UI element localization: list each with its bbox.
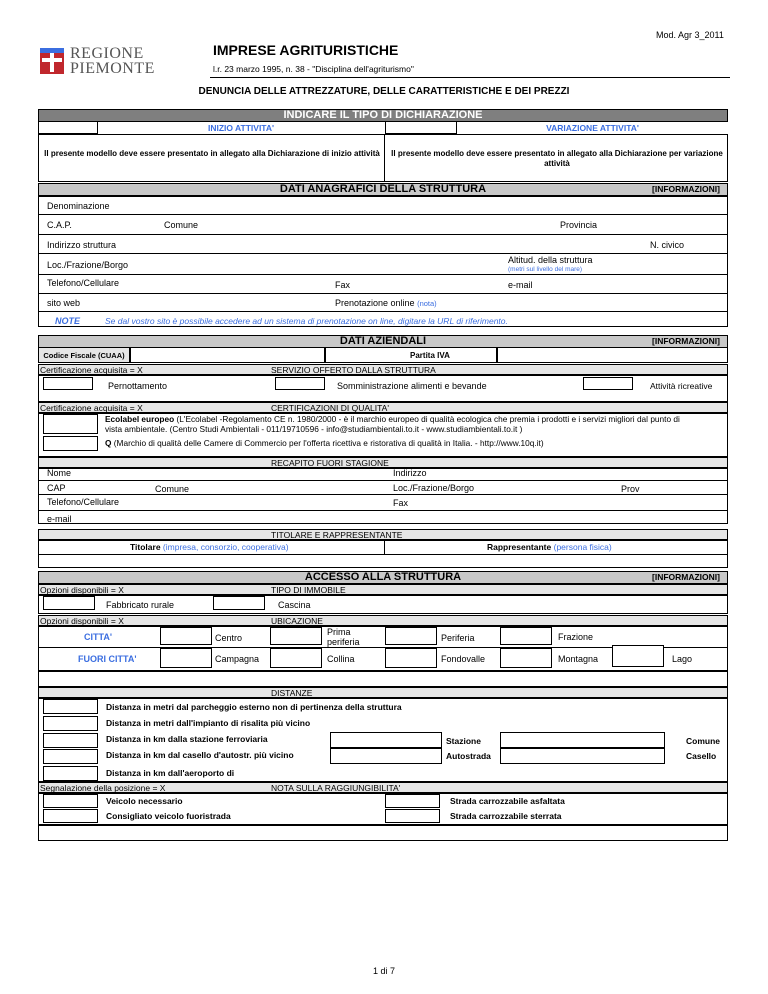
nota-link[interactable]: (nota) — [417, 299, 437, 308]
label-titolare — [130, 542, 289, 552]
titolare-text: Titolare — [130, 542, 161, 552]
label-pernottamento: Pernottamento — [108, 381, 168, 391]
checkbox-ricreative[interactable] — [583, 377, 633, 390]
label-cap: C.A.P. — [47, 220, 72, 230]
checkbox-lago[interactable] — [612, 645, 664, 667]
input-d5[interactable] — [43, 766, 98, 781]
checkbox-collina[interactable] — [270, 648, 322, 668]
input-cf[interactable] — [130, 347, 325, 363]
label-piva: Partita IVA — [410, 351, 450, 360]
input-stazione[interactable] — [500, 732, 665, 748]
rappresentante-note: (persona fisica) — [553, 542, 612, 552]
ecolabel-text — [105, 414, 730, 434]
label-r-loc: Loc./Frazione/Borgo — [393, 483, 475, 493]
label-fondovalle: Fondovalle — [441, 654, 486, 664]
label-lago: Lago — [672, 654, 693, 664]
label-r-telefono: Telefono/Cellulare — [47, 497, 120, 507]
label-frazione: Frazione — [558, 632, 594, 642]
label-r-cap: CAP — [47, 483, 66, 493]
input-d4-km[interactable] — [330, 748, 442, 764]
label-r-comune: Comune — [155, 484, 190, 494]
checkbox-ecolabel[interactable] — [43, 414, 98, 434]
label-collina: Collina — [327, 654, 355, 664]
page-title: IMPRESE AGRITURISTICHE — [213, 42, 399, 58]
tipo-immobile-row — [38, 584, 728, 595]
label-fax: Fax — [335, 280, 351, 290]
label-variazione: VARIAZIONE ATTIVITA' — [546, 123, 639, 133]
input-autostrada[interactable] — [500, 748, 665, 764]
label-montagna: Montagna — [558, 654, 599, 664]
label-sterrata: Strada carrozzabile sterrata — [450, 811, 562, 821]
section-anagrafici-header: DATI ANAGRAFICI DELLA STRUTTURA — [38, 183, 728, 196]
label-campagna: Campagna — [215, 654, 260, 664]
label-loc: Loc./Frazione/Borgo — [47, 260, 129, 270]
q-title: Q — [105, 438, 112, 448]
checkbox-periferia[interactable] — [385, 627, 437, 645]
logo-text-1: REGIONE — [70, 45, 144, 62]
checkbox-montagna[interactable] — [500, 648, 552, 668]
label-rappresentante — [487, 542, 612, 552]
input-d3-km[interactable] — [330, 732, 442, 748]
q-text — [105, 438, 544, 448]
section-aziendali-header: DATI AZIENDALI — [38, 335, 728, 348]
ecolabel-desc1: (L'Ecolabel -Regolamento CE n. 1980/2000 - è il marchio europeo di qualità ecologica che premia i prodotti e i servizi migliori dal punto di — [176, 414, 680, 424]
label-titolare-heading: TITOLARE E RAPPRESENTANTE — [271, 530, 403, 540]
label-veicolo: Veicolo necessario — [106, 796, 183, 806]
label-civico: N. civico — [650, 240, 685, 250]
ubicazione-row — [38, 615, 728, 626]
label-cert1: Certificazione acquisita = X — [40, 365, 143, 375]
label-opz1: Opzioni disponibili = X — [40, 585, 124, 595]
ecolabel-desc2: vista ambientale. (Centro Studi Ambientali - 011/19710596 - info@studiambientali.to.it - www.studiambientali.to.it ) — [105, 424, 523, 434]
label-cascina: Cascina — [278, 600, 311, 610]
checkbox-somministrazione[interactable] — [275, 377, 325, 390]
checkbox-centro[interactable] — [160, 627, 212, 645]
label-ricreative: Attività ricreative — [650, 381, 713, 391]
note-inizio: Il presente modello deve essere presentato in allegato alla Dichiarazione di inizio attività — [44, 149, 380, 158]
label-d1: Distanza in metri dal parcheggio esterno non di pertinenza della struttura — [106, 702, 402, 712]
label-r-indirizzo: Indirizzo — [393, 468, 427, 478]
checkbox-veicolo[interactable] — [43, 794, 98, 808]
label-segnalazione: Segnalazione della posizione = X — [40, 783, 166, 793]
label-r-nome: Nome — [47, 468, 72, 478]
label-comune: Comune — [164, 220, 199, 230]
checkbox-prima-periferia[interactable] — [270, 627, 322, 645]
ecolabel-title: Ecolabel europeo — [105, 414, 175, 424]
distanze-row — [38, 687, 728, 698]
label-d4: Distanza in km dal casello d'autostr. più vicino — [106, 750, 294, 760]
checkbox-fondovalle[interactable] — [385, 648, 437, 668]
label-d3: Distanza in km dalla stazione ferroviaria — [106, 734, 268, 744]
label-denominazione: Denominazione — [47, 201, 110, 211]
page-subtitle: DENUNCIA DELLE ATTREZZATURE, DELLE CARATTERISTICHE E DEI PREZZI — [198, 86, 570, 97]
info-link-accesso[interactable]: [INFORMAZIONI] — [652, 572, 720, 582]
label-fabbricato: Fabbricato rurale — [106, 600, 175, 610]
checkbox-inizio[interactable] — [38, 121, 98, 134]
input-piva[interactable] — [497, 347, 728, 363]
label-inizio: INIZIO ATTIVITA' — [207, 123, 275, 133]
label-somministrazione: Somministrazione alimenti e bevande — [337, 381, 487, 391]
label-ubicazione: UBICAZIONE — [271, 616, 323, 626]
prenotazione-text: Prenotazione online — [335, 298, 415, 308]
checkbox-variazione[interactable] — [385, 121, 457, 134]
label-casello: Casello — [686, 751, 717, 761]
spacer-row — [38, 671, 728, 687]
label-note: NOTE — [55, 316, 81, 326]
label-r-fax: Fax — [393, 498, 409, 508]
label-fuoristrada: Consigliato veicolo fuoristrada — [106, 811, 231, 821]
rappresentante-text: Rappresentante — [487, 542, 552, 552]
section-accesso-header: ACCESSO ALLA STRUTTURA — [38, 571, 728, 584]
note-text: Se dal vostro sito è possibile accedere ad un sistema di prenotazione on line, digitare la URL di riferimento. — [105, 316, 508, 326]
label-provincia: Provincia — [560, 220, 598, 230]
label-periferia: Periferia — [441, 633, 475, 643]
logo-text-2: PIEMONTE — [70, 60, 155, 77]
checkbox-q[interactable] — [43, 436, 98, 451]
label-d3-comune: Comune — [686, 736, 720, 746]
label-autostrada: Autostrada — [446, 751, 491, 761]
label-r-email: e-mail — [47, 514, 72, 524]
label-servizio: SERVIZIO OFFERTO DALLA STRUTTURA — [271, 365, 436, 375]
label-cert2: Certificazione acquisita = X — [40, 403, 143, 413]
checkbox-sterrata[interactable] — [385, 809, 440, 823]
label-tipo-immobile: TIPO DI IMMOBILE — [271, 585, 346, 595]
label-recapito: RECAPITO FUORI STAGIONE — [271, 458, 389, 468]
label-email: e-mail — [508, 280, 533, 290]
input-d2[interactable] — [43, 716, 98, 731]
titolare-note: (impresa, consorzio, cooperativa) — [162, 542, 289, 552]
checkbox-campagna[interactable] — [160, 648, 212, 668]
label-nota-ragg: NOTA SULLA RAGGIUNGIBILITA' — [271, 783, 401, 793]
label-stazione: Stazione — [446, 736, 481, 746]
checkbox-asfaltata[interactable] — [385, 794, 440, 808]
recapito-box — [38, 468, 728, 524]
label-prenotazione — [335, 298, 437, 308]
checkbox-frazione[interactable] — [500, 627, 552, 645]
label-fuori-citta: FUORI CITTA' — [78, 654, 137, 664]
coat-of-arms-icon — [38, 45, 68, 77]
region-logo — [38, 45, 158, 77]
page-number: 1 di 7 — [372, 966, 396, 976]
q-desc: (Marchio di qualità delle Camere di Commercio per l'offerta ricettiva e ristorativa di qualità in Italia. - http://www.10q.it) — [113, 438, 544, 448]
law-reference: l.r. 23 marzo 1995, n. 38 - "Disciplina dell'agriturismo" — [213, 64, 414, 74]
checkbox-fabbricato[interactable] — [43, 596, 95, 610]
label-citta: CITTA' — [84, 632, 112, 642]
label-altitud-note: (metri sul livello del mare) — [508, 266, 583, 273]
model-code: Mod. Agr 3_2011 — [656, 30, 724, 40]
input-d3[interactable] — [43, 733, 98, 748]
label-r-prov: Prov — [621, 484, 640, 494]
checkbox-cascina[interactable] — [213, 596, 265, 610]
info-link-anagrafici[interactable]: [INFORMAZIONI] — [652, 184, 720, 194]
label-opz2: Opzioni disponibili = X — [40, 616, 124, 626]
input-d4[interactable] — [43, 749, 98, 764]
note-variazione: Il presente modello deve essere presentato in allegato alla Dichiarazione per variazione attività — [391, 149, 723, 168]
label-asfaltata: Strada carrozzabile asfaltata — [450, 796, 565, 806]
section-tipo-header: INDICARE IL TIPO DI DICHIARAZIONE — [38, 109, 728, 122]
label-certificazioni: CERTIFICAZIONI DI QUALITA' — [271, 403, 389, 413]
label-altitud: Altitud. della struttura — [508, 255, 593, 265]
label-telefono: Telefono/Cellulare — [47, 278, 120, 288]
label-cf: Codice Fiscale (CUAA) — [43, 351, 125, 360]
label-d2: Distanza in metri dall'impianto di risalita più vicino — [106, 718, 311, 728]
label-centro: Centro — [215, 633, 243, 643]
label-prima-periferia: Prima periferia — [327, 627, 360, 647]
checkbox-pernottamento[interactable] — [43, 377, 93, 390]
label-indirizzo: Indirizzo struttura — [47, 240, 117, 250]
bottom-spacer-row — [38, 825, 728, 841]
info-link-aziendali[interactable]: [INFORMAZIONI] — [652, 336, 720, 346]
label-distanze: DISTANZE — [271, 688, 313, 698]
label-d5: Distanza in km dall'aeroporto di — [106, 768, 235, 778]
label-sito: sito web — [47, 298, 81, 308]
checkbox-fuoristrada[interactable] — [43, 809, 98, 823]
input-d1[interactable] — [43, 699, 98, 714]
